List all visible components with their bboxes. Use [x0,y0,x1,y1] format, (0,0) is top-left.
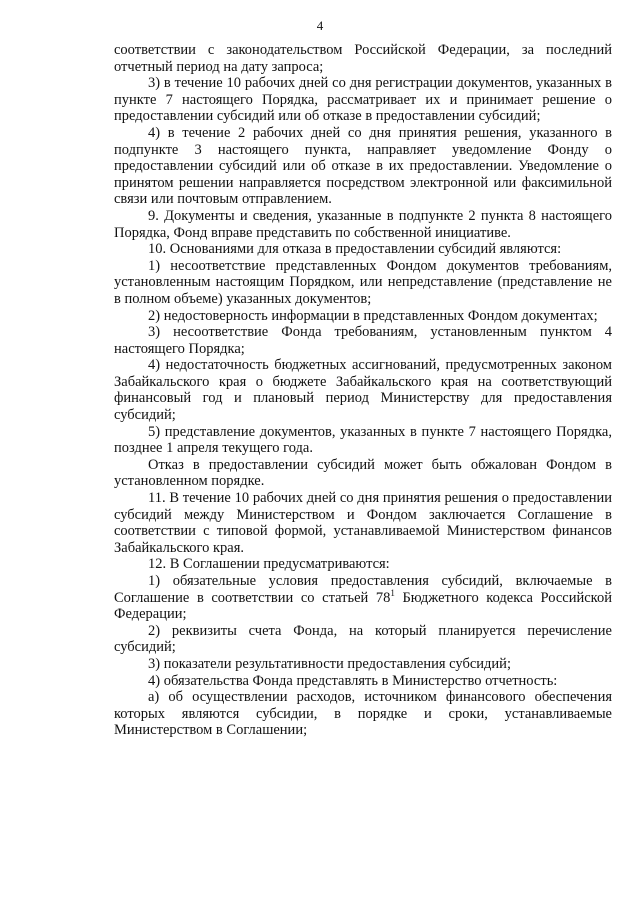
paragraph-item-10-sub-3: 3) несоответствие Фонда требованиям, установленным пунктом 4 настоящего Порядка; [114,324,612,357]
paragraph-item-12-sub-1 [114,573,612,623]
paragraph-item-12: 12. В Соглашении предусматриваются: [148,556,390,573]
paragraph-item-10-sub-1: 1) несоответствие представленных Фондом документов требованиям, установленным настоящим Порядком, или непредставление (представление не в полном объеме) указанных документов; [114,257,612,307]
paragraph-item-12-sub-4a: а) об осуществлении расходов, источником финансового обеспечения которых являются субсидии, в порядке и сроки, устанавливаемые Министерством в Соглашении; [114,689,612,739]
paragraph-item-12-sub-3: 3) показатели результативности предоставления субсидий; [148,655,511,672]
paragraph-item-10-sub-5: 5) представление документов, указанных в пункте 7 настоящего Порядка, позднее 1 апреля текущего года. [114,423,612,457]
paragraph-item-10-sub-2: 2) недостоверность информации в представленных Фондом документах; [148,307,598,324]
text-after-sup: Бюджетного кодекса Российской Федерации; [114,589,612,623]
paragraph-item-10-sub-4: 4) недостаточность бюджетных ассигнований, предусмотренных законом Забайкальского края о бюджете Забайкальского края на соответствующий финансовый год и плановый период Министерству для предоставления субсидий; [114,357,612,424]
paragraph-item-12-sub-4: 4) обязательства Фонда представлять в Министерство отчетность: [148,672,558,689]
paragraph-continuation: соответствии с законодательством Российской Федерации, за последний отчетный период на дату запроса; [114,42,612,75]
paragraph-subitem-3: 3) в течение 10 рабочих дней со дня регистрации документов, указанных в пункте 7 настоящего Порядка, рассматривает их и принимает решение о предоставлении субсидий или об отказе в предоставлении субсидий; [114,75,612,125]
paragraph-item-12-sub-2: 2) реквизиты счета Фонда, на который планируется перечисление субсидий; [114,622,612,656]
text-before-sup: 1) обязательные условия предоставления субсидий, включаемые в Соглашение в соответствии со статьей 78 [114,573,612,606]
paragraph-item-11: 11. В течение 10 рабочих дней со дня принятия решения о предоставлении субсидий между Министерством и Фондом заключается Соглашение в соответствии с типовой формой, устанавливаемой Министерством финансов Забайкальского края. [114,490,612,556]
paragraph-item-10: 10. Основаниями для отказа в предоставлении субсидий являются: [148,241,562,258]
page-number: 4 [316,18,324,33]
paragraph-refusal-appeal: Отказ в предоставлении субсидий может быть обжалован Фондом в установленном порядке. [114,456,612,490]
paragraph-subitem-4: 4) в течение 2 рабочих дней со дня принятия решения, указанного в подпункте 3 настоящего пункта, направляет уведомление Фонду о предоставлении субсидий или об отказе в их предоставлении. Уведомление о принятом решении направляется посредством электронной или факсимильной связи или почтовым отправлением. [114,124,612,208]
article-superscript: 1 [390,587,395,598]
paragraph-item-9: 9. Документы и сведения, указанные в подпункте 2 пункта 8 настоящего Порядка, Фонд вправе представить по собственной инициативе. [114,207,612,241]
document-body [114,42,612,739]
